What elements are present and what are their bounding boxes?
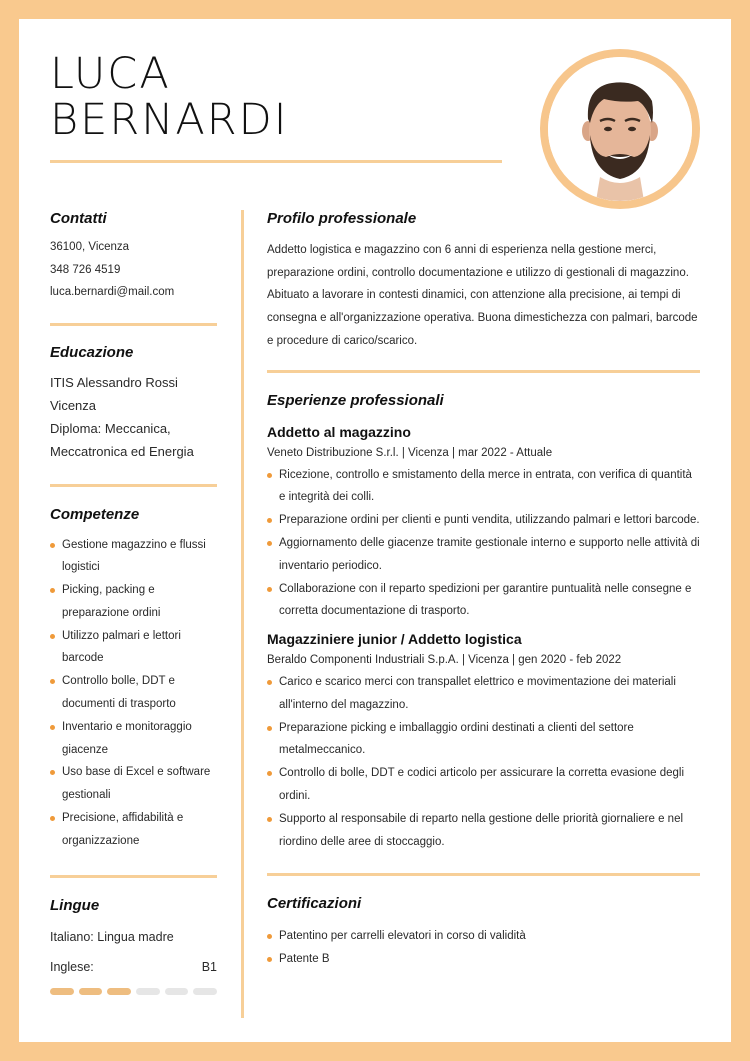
bullet-icon xyxy=(50,588,55,593)
profile-photo xyxy=(540,49,700,209)
list-item: Ricezione, controllo e smistamento della merce in entrata, con verifica di quantità e integrità dei colli. xyxy=(267,464,700,510)
level-segment-empty xyxy=(193,988,217,995)
section-divider xyxy=(50,875,217,878)
job-title: Magazziniere junior / Addetto logistica xyxy=(267,631,522,648)
bullet-icon xyxy=(267,771,272,776)
education-line: Diploma: Meccanica, xyxy=(50,420,171,436)
certifications-section xyxy=(267,892,700,971)
last-name: BERNARDI xyxy=(50,95,289,145)
list-item: Uso base di Excel e software gestionali xyxy=(50,761,217,807)
list-item: Collaborazione con il reparto spedizioni per garantire puntualità nelle consegne e corretta documentazione di trasporto. xyxy=(267,578,700,624)
profile-title: Profilo professionale xyxy=(267,210,417,227)
skills-section xyxy=(50,503,217,853)
bullet-icon xyxy=(50,634,55,639)
language-row xyxy=(50,956,217,978)
resume-page xyxy=(19,19,731,1042)
bullet-icon xyxy=(267,726,272,731)
language-native: Italiano: Lingua madre xyxy=(50,929,174,944)
list-item: Gestione magazzino e flussi logistici xyxy=(50,534,217,580)
section-divider xyxy=(50,323,217,326)
first-name: LUCA xyxy=(50,49,171,99)
list-item: Picking, packing e preparazione ordini xyxy=(50,579,217,625)
list-item: Supporto al responsabile di reparto nella gestione delle priorità giornaliere e nel riordino delle aree di stoccaggio. xyxy=(267,808,700,854)
level-segment-filled xyxy=(107,988,131,995)
list-item: Carico e scarico merci con transpallet elettrico e movimentazione dei materiali all'interno del magazzino. xyxy=(267,671,700,717)
level-segment-empty xyxy=(165,988,189,995)
sidebar xyxy=(50,207,217,995)
language-level-bar xyxy=(50,988,217,995)
job-title: Addetto al magazzino xyxy=(267,423,411,440)
job-entry xyxy=(267,629,700,853)
bullet-icon xyxy=(267,518,272,523)
list-item: Controllo bolle, DDT e documenti di trasporto xyxy=(50,670,217,716)
job-meta: Beraldo Componenti Industriali S.p.A. | Vicenza | gen 2020 - feb 2022 xyxy=(267,654,622,667)
section-divider xyxy=(267,370,700,373)
certifications-list xyxy=(267,925,700,971)
education-line: ITIS Alessandro Rossi xyxy=(50,374,178,390)
job-bullets xyxy=(267,671,700,853)
education-line: Vicenza xyxy=(50,397,97,413)
skills-title: Competenze xyxy=(50,505,140,523)
experience-title: Esperienze professionali xyxy=(267,391,444,409)
bullet-icon xyxy=(50,543,55,548)
contact-phone[interactable]: 348 726 4519 xyxy=(50,263,121,276)
certifications-title: Certificazioni xyxy=(267,895,362,913)
list-item: Preparazione ordini per clienti e punti vendita, utilizzando palmari e lettori barcode. xyxy=(267,509,700,532)
list-item: Patentino per carrelli elevatori in corso di validità xyxy=(267,925,700,948)
header-divider xyxy=(50,160,502,163)
job-entry xyxy=(267,422,700,624)
list-item: Patente B xyxy=(267,948,700,971)
bullet-icon xyxy=(267,587,272,592)
candidate-name xyxy=(50,51,288,143)
profile-text: Addetto logistica e magazzino con 6 anni di esperienza nella gestione merci, preparazione ordini, controllo documentazione e utilizzo di gestionali di magazzino. Abituato a lavorare in contesti dinamici, con attenzione alla precisione, ai tempi di consegna e all'organizzazione operativa. Buona dimestichezza con palmari, barcode e procedure di carico/scarico. xyxy=(267,244,698,347)
skills-list xyxy=(50,534,217,853)
languages-section xyxy=(50,894,217,995)
contacts-section xyxy=(50,207,217,304)
bullet-icon xyxy=(267,541,272,546)
contacts-title: Contatti xyxy=(50,210,107,227)
bullet-icon xyxy=(267,680,272,685)
contact-address: 36100, Vicenza xyxy=(50,241,130,253)
level-segment-filled xyxy=(79,988,103,995)
column-divider xyxy=(241,210,244,1018)
profile-section xyxy=(267,207,700,353)
job-meta: Veneto Distribuzione S.r.l. | Vicenza | mar 2022 - Attuale xyxy=(267,446,553,459)
bullet-icon xyxy=(267,817,272,822)
list-item: Precisione, affidabilità e organizzazione xyxy=(50,807,217,853)
portrait-image xyxy=(548,57,692,201)
education-line: Meccatronica ed Energia xyxy=(50,443,194,459)
education-section xyxy=(50,341,217,463)
language-name: Inglese: xyxy=(50,959,94,974)
list-item: Controllo di bolle, DDT e codici articolo per assicurare la corretta evasione degli ordini. xyxy=(267,762,700,808)
bullet-icon xyxy=(267,957,272,962)
list-item: Utilizzo palmari e lettori barcode xyxy=(50,625,217,671)
section-divider xyxy=(267,873,700,876)
list-item: Preparazione picking e imballaggio ordini destinati a clienti del settore metalmeccanico. xyxy=(267,717,700,763)
contact-email[interactable]: luca.bernardi@mail.com xyxy=(50,286,175,298)
level-segment-filled xyxy=(50,988,74,995)
bullet-icon xyxy=(50,679,55,684)
bullet-icon xyxy=(50,816,55,821)
level-segment-empty xyxy=(136,988,160,995)
bullet-icon xyxy=(50,725,55,730)
languages-title: Lingue xyxy=(50,896,100,914)
main-content xyxy=(267,207,700,971)
bullet-icon xyxy=(267,473,272,478)
bullet-icon xyxy=(50,770,55,775)
job-bullets xyxy=(267,464,700,624)
education-title: Educazione xyxy=(50,343,134,361)
section-divider xyxy=(50,484,217,487)
experience-section xyxy=(267,389,700,854)
bullet-icon xyxy=(267,934,272,939)
list-item: Inventario e monitoraggio giacenze xyxy=(50,716,217,762)
language-level: B1 xyxy=(201,959,217,974)
list-item: Aggiornamento delle giacenze tramite gestionale interno e supporto nelle attività di inventario periodico. xyxy=(267,532,700,578)
